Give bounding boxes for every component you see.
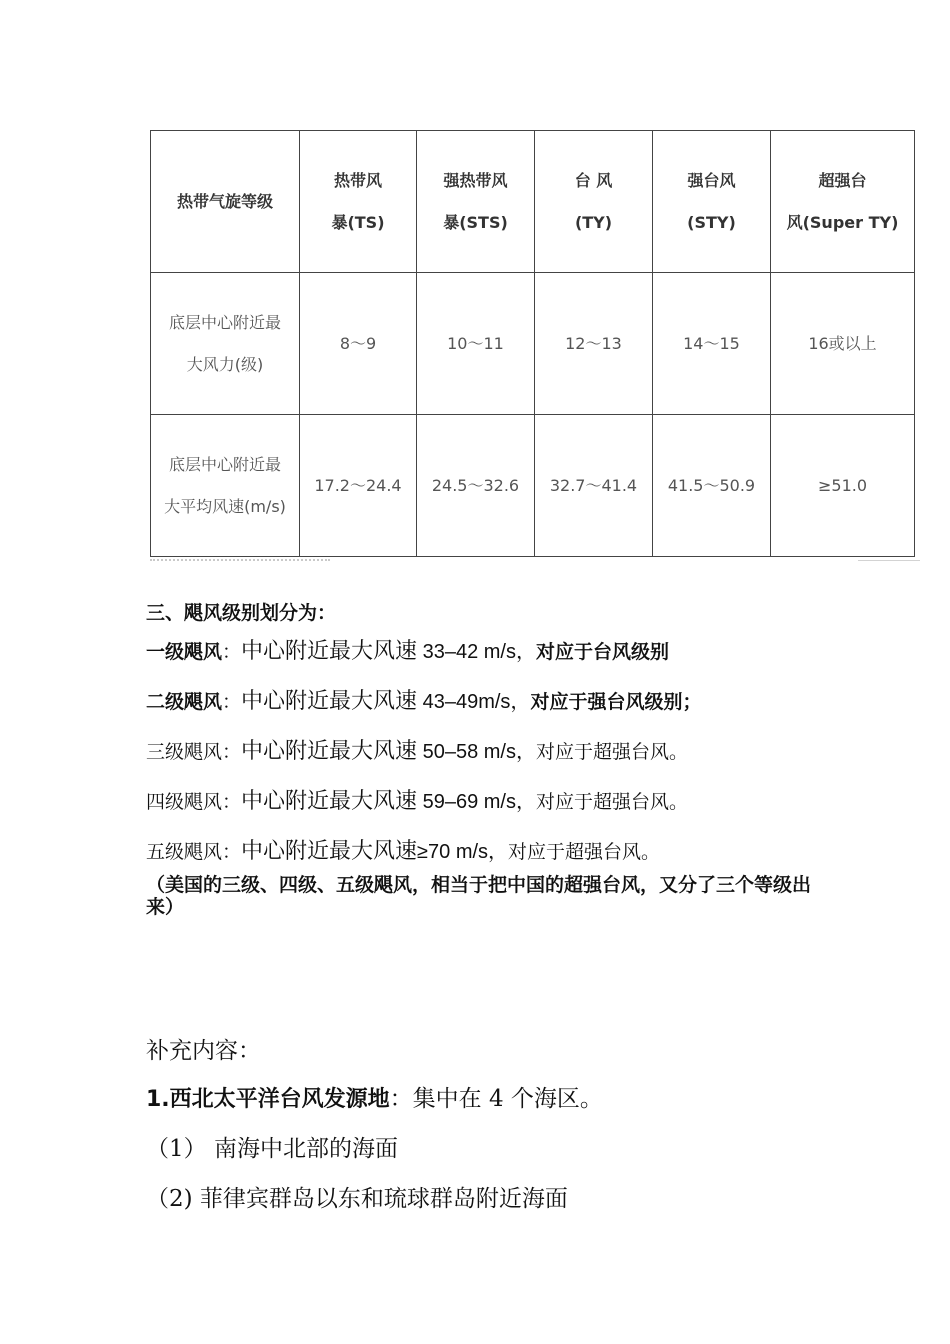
table-cell: 8～9 bbox=[300, 273, 417, 415]
table-cell: 41.5～50.9 bbox=[653, 415, 771, 557]
grade-label: 四级飓风 bbox=[146, 791, 223, 813]
hurricane-grade-line: 一级飓风：中心附近最大风速 33–42 m/s，对应于台风级别 bbox=[146, 639, 670, 664]
table-cell: 16或以上 bbox=[771, 273, 915, 415]
table-header-cell: 强热带风 暴(STS) bbox=[417, 131, 535, 273]
row-label-cell: 底层中心附近最 大风力(级) bbox=[151, 273, 300, 415]
cropped-caption-remnant bbox=[150, 559, 330, 566]
cyclone-grade-table bbox=[150, 130, 915, 557]
table-cell: 24.5～32.6 bbox=[417, 415, 535, 557]
table-row bbox=[151, 415, 915, 557]
table-header-cell: 热带风 暴(TS) bbox=[300, 131, 417, 273]
section-note: （美国的三级、四级、五级飓风，相当于把中国的超强台风，又分了三个等级出来） bbox=[146, 874, 812, 918]
grade-label: 一级飓风 bbox=[146, 641, 223, 663]
table-header-row bbox=[151, 131, 915, 273]
supplement-subpoint: （1） 南海中北部的海面 bbox=[146, 1136, 398, 1162]
table-cell: 32.7～41.4 bbox=[535, 415, 653, 557]
table-cell: 10～11 bbox=[417, 273, 535, 415]
table-row bbox=[151, 273, 915, 415]
grade-label: 二级飓风 bbox=[146, 691, 223, 713]
hurricane-grade-line: 四级飓风：中心附近最大风速 59–69 m/s，对应于超强台风。 bbox=[146, 789, 689, 814]
supplement-subpoint: （2) 菲律宾群岛以东和琉球群岛附近海面 bbox=[146, 1186, 568, 1212]
grade-label: 三级飓风 bbox=[146, 741, 223, 763]
table-header-cell: 强台风 (STY) bbox=[653, 131, 771, 273]
hurricane-grade-line: 五级飓风：中心附近最大风速≥70 m/s，对应于超强台风。 bbox=[146, 839, 661, 864]
table-cell: 12～13 bbox=[535, 273, 653, 415]
table-header-cell: 台 风 (TY) bbox=[535, 131, 653, 273]
table-cell: 14～15 bbox=[653, 273, 771, 415]
row-label-cell: 底层中心附近最 大平均风速(m/s) bbox=[151, 415, 300, 557]
supplement-heading: 补充内容： bbox=[146, 1038, 261, 1064]
hurricane-grade-line: 二级飓风：中心附近最大风速 43–49m/s，对应于强台风级别； bbox=[146, 689, 702, 714]
hurricane-grade-line: 三级飓风：中心附近最大风速 50–58 m/s，对应于超强台风。 bbox=[146, 739, 689, 764]
table-cell: ≥51.0 bbox=[771, 415, 915, 557]
table-cell: 17.2～24.4 bbox=[300, 415, 417, 557]
grade-label: 五级飓风 bbox=[146, 841, 223, 863]
cropped-line-remnant bbox=[858, 560, 920, 561]
supplement-point: 1.西北太平洋台风发源地：集中在 4 个海区。 bbox=[146, 1086, 603, 1112]
table-header-cell: 超强台 风(Super TY) bbox=[771, 131, 915, 273]
section-heading: 三、飓风级别划分为： bbox=[146, 602, 337, 624]
table-header-cell: 热带气旋等级 bbox=[151, 131, 300, 273]
